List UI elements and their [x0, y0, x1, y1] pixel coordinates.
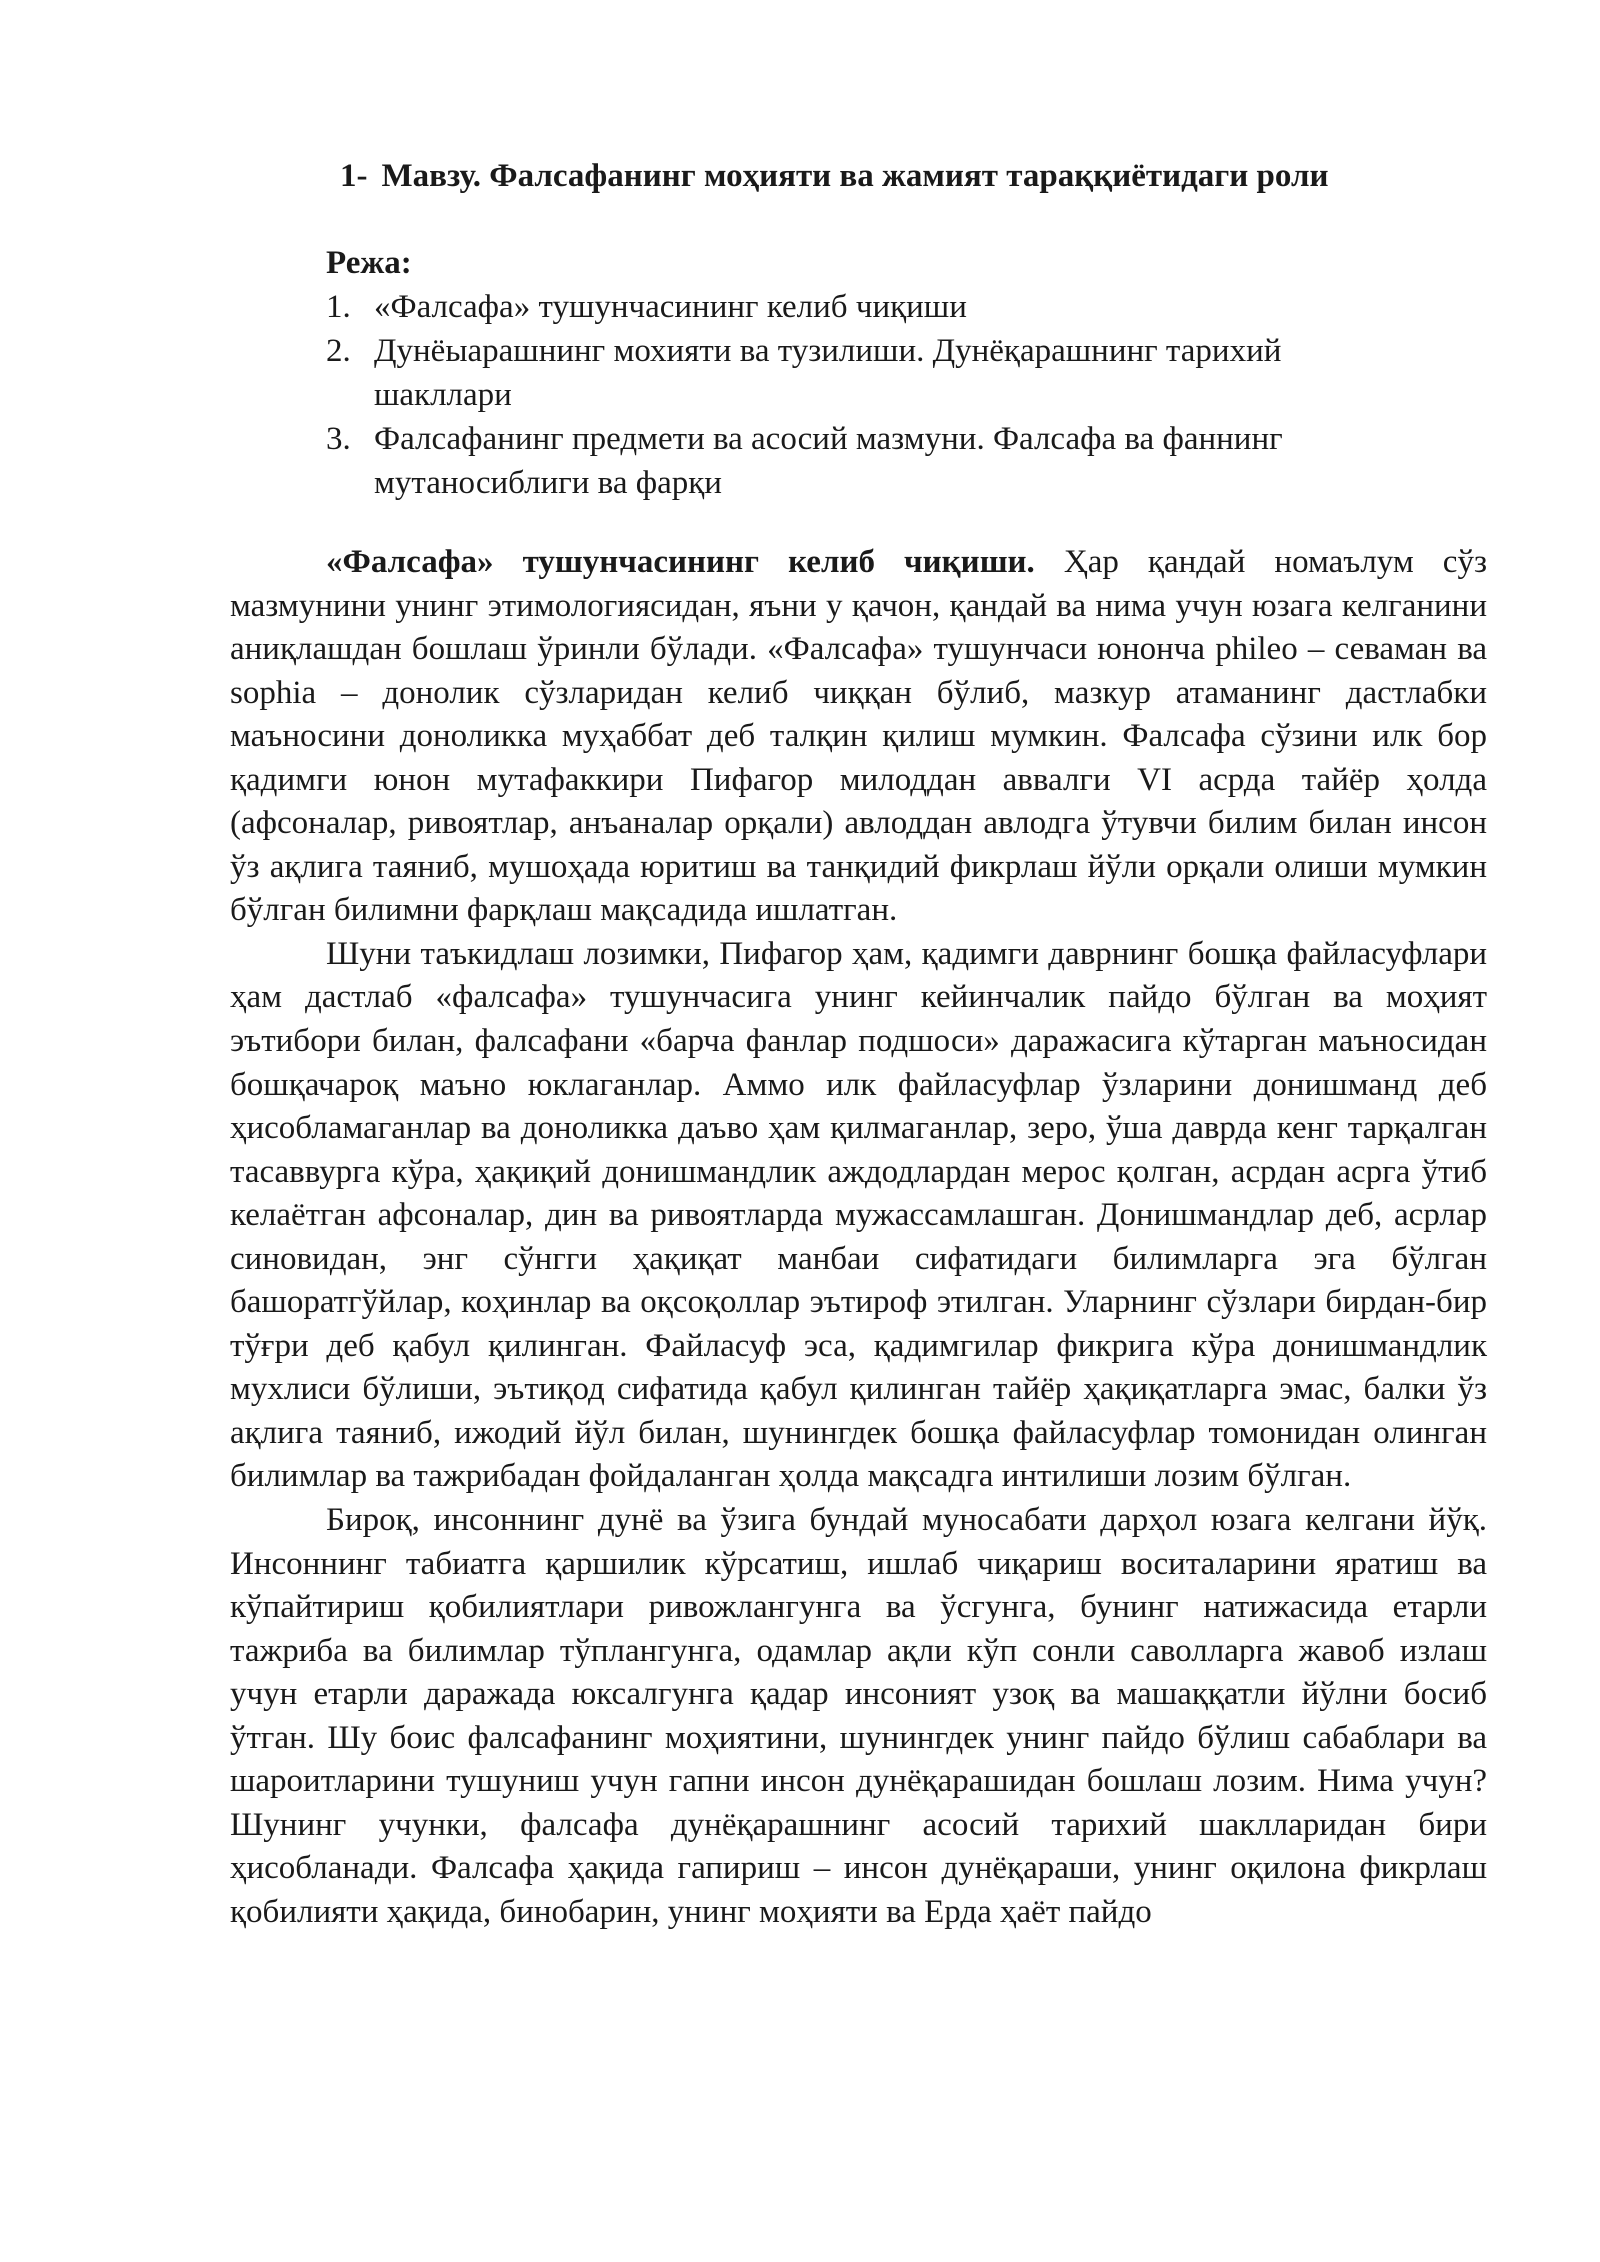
plan-heading: Режа:	[326, 245, 412, 281]
plan-item	[326, 417, 1426, 505]
plan-item-marker: 3.	[326, 421, 351, 457]
plan-item	[326, 285, 1426, 329]
plan-item-text: «Фалсафа» тушунчасининг келиб чиқиши	[374, 289, 967, 325]
body-text	[230, 541, 1487, 1935]
plan-item-text: Фалсафанинг предмети ва асосий мазмуни. Фалсафа ва фаннинг мутаносиблиги ва фарқи	[374, 421, 1283, 501]
title-text: Мавзу. Фалсафанинг моҳияти ва жамият тараққиётидаги роли	[381, 158, 1329, 194]
paragraph-bold-lead: «Фалсафа» тушунчасининг келиб чиқиши.	[326, 544, 1035, 580]
paragraph-text: Ҳар қандай номаълум сўз мазмунини унинг этимологиясидан, яъни у қачон, қандай ва нима учун юзага келганини аниқлашдан бошлаш ўринли бўлади. «Фалсафа» тушунчаси юнонча phileo – севаман ва sophia – донолик сўзларидан келиб чиққан бўлиб, мазкур атаманинг дастлабки маъносини доноликка муҳаббат деб талқин қилиш мумкин. Фалсафа сўзини илк бор қадимги юнон мутафаккири Пифагор милоддан аввалги VI асрда тайёр ҳолда (афсоналар, ривоятлар, анъаналар орқали) авлоддан авлодга ўтувчи билим билан инсон ўз ақлига таяниб, мушоҳада юритиш ва танқидий фикрлаш йўли орқали олиши мумкин бўлган билимни фарқлаш мақсадида ишлатган.	[230, 544, 1487, 929]
plan-item-text: Дунёыарашнинг мохияти ва тузилиши. Дунёқарашнинг тарихий шакллари	[374, 333, 1282, 413]
page-title	[340, 154, 1329, 198]
plan-list	[326, 285, 1426, 505]
paragraph-text: Шуни таъкидлаш лозимки, Пифагор ҳам, қадимги даврнинг бошқа файласуфлари ҳам дастлаб «фалсафа» тушунчасига унинг кейинчалик пайдо бўлган ва моҳият эътибори билан, фалсафани «барча фанлар подшоси» даражасига кўтарган маъносидан бошқачароқ маъно юклаганлар. Аммо илк файласуфлар ўзларини донишманд деб ҳисобламаганлар ва доноликка даъво ҳам қилмаганлар, зеро, ўша даврда кенг тарқалган тасаввурга кўра, ҳақиқий донишмандлик аждодлардан мерос қолган, асрдан асрга ўтиб келаётган афсоналар, дин ва ривоятларда мужассамлашган. Донишмандлар деб, асрлар синовидан, энг сўнгги ҳақиқат манбаи сифатидаги билимларга эга бўлган башоратгўйлар, коҳинлар ва оқсоқоллар эътироф этилган. Уларнинг сўзлари бирдан-бир тўғри деб қабул қилинган. Файласуф эса, қадимгилар фикрига кўра донишмандлик мухлиси бўлиши, эътиқод сифатида қабул қилинган тайёр ҳақиқатларга эмас, балки ўз ақлига таяниб, ижодий йўл билан, шунингдек бошқа файласуфлар томонидан олинган билимлар ва тажрибадан фойдаланган ҳолда мақсадга интилиши лозим бўлган.	[230, 935, 1487, 1495]
plan-item	[326, 329, 1426, 417]
plan-item-marker: 1.	[326, 289, 351, 325]
paragraph	[230, 1499, 1487, 1934]
paragraph	[230, 541, 1487, 933]
plan-item-marker: 2.	[326, 333, 351, 369]
paragraph	[230, 933, 1487, 1499]
title-number: 1-	[340, 158, 368, 194]
paragraph-text: Бироқ, инсоннинг дунё ва ўзига бундай муносабати дарҳол юзага келгани йўқ. Инсоннинг табиатга қаршилик кўрсатиш, ишлаб чиқариш воситаларини яратиш ва кўпайтириш қобилиятлари ривожлангунга ва ўсгунга, бунинг натижасида етарли тажриба ва билимлар тўплангунга, одамлар ақли кўп сонли саволларга жавоб излаш учун етарли даражада юксалгунга қадар инсоният узоқ ва машаққатли йўлни босиб ўтган. Шу боис фалсафанинг моҳиятини, шунингдек унинг пайдо бўлиш сабаблари ва шароитларини тушуниш учун гапни инсон дунёқарашидан бошлаш лозим. Нима учун? Шунинг учунки, фалсафа дунёқарашнинг асосий тарихий шаклларидан бири ҳисобланади. Фалсафа ҳақида гапириш – инсон дунёқараши, унинг оқилона фикрлаш қобилияти ҳақида, бинобарин, унинг моҳияти ва Ерда ҳаёт пайдо	[230, 1502, 1487, 1930]
